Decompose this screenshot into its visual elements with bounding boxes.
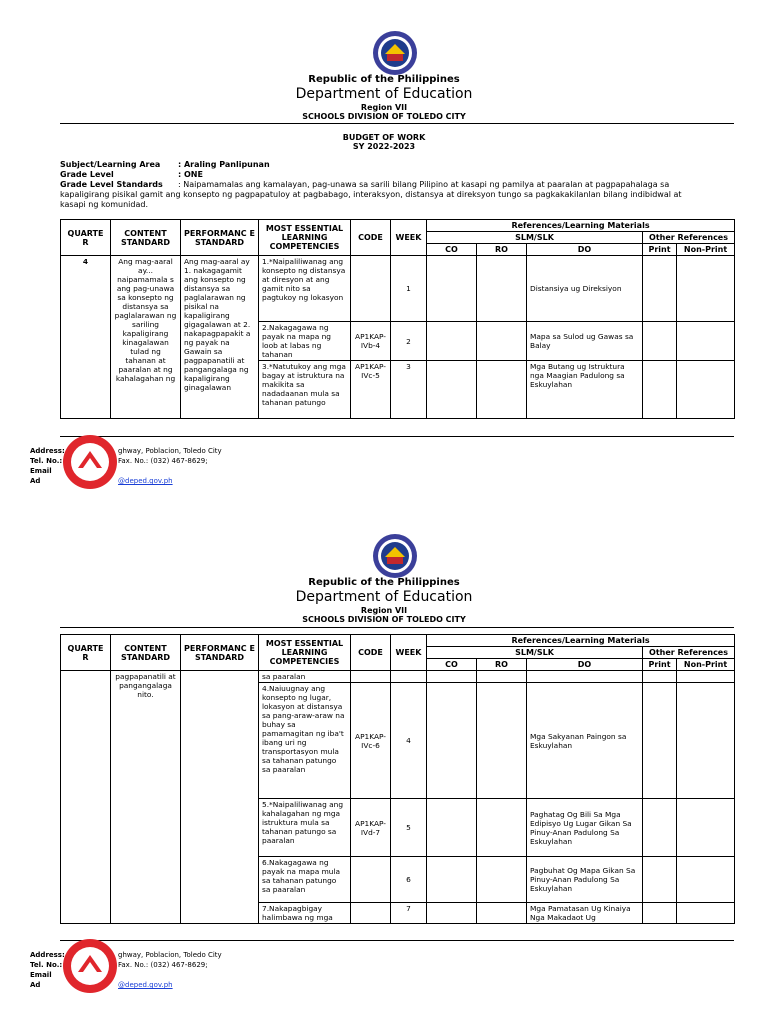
code-cell bbox=[351, 903, 391, 924]
deped-seal-icon bbox=[372, 533, 418, 579]
week-cell: 5 bbox=[391, 799, 427, 857]
melc-cell: 4.Naiuugnay ang konsepto ng lugar, lokasyon at distansya sa pang-araw-araw na buhay sa pamamagitan ng iba't ibang uri ng transportasyon mula sa tahanan patungo sa paaralan bbox=[259, 683, 351, 799]
subject-label: Subject/Learning Area bbox=[60, 160, 161, 169]
col-do: DO bbox=[527, 659, 643, 671]
tel-value: Fax. No.: (032) 467-8629; bbox=[118, 457, 208, 465]
nonprint-cell bbox=[677, 361, 735, 419]
code-cell: AP1KAP-IVc-6 bbox=[351, 683, 391, 799]
col-ro: RO bbox=[477, 659, 527, 671]
print-cell bbox=[643, 799, 677, 857]
co-cell bbox=[427, 361, 477, 419]
melc-cell: 6.Nakagagawa ng payak na mapa mula sa tahanan patungo sa paaralan bbox=[259, 857, 351, 903]
subject-value: : Araling Panlipunan bbox=[178, 160, 270, 169]
code-cell: AP1KAP-IVd-7 bbox=[351, 799, 391, 857]
print-cell bbox=[643, 361, 677, 419]
print-cell bbox=[643, 683, 677, 799]
week-cell: 1 bbox=[391, 256, 427, 322]
nonprint-cell bbox=[677, 322, 735, 361]
col-ro: RO bbox=[477, 244, 527, 256]
email-link[interactable]: @deped.gov.ph bbox=[118, 981, 173, 989]
melc-cell: 1.*Naipaliliwanag ang konsepto ng distansya at diresyon at ang gamit nito sa pagtukoy ng lokasyon bbox=[259, 256, 351, 322]
tel-label: Tel. No.: bbox=[30, 457, 63, 465]
content-standard-cell: pagpapanatili at pangangalaga nito. bbox=[111, 671, 181, 924]
print-cell bbox=[643, 671, 677, 683]
header-divider bbox=[60, 627, 734, 628]
nonprint-cell bbox=[677, 799, 735, 857]
republic-line: Republic of the Philippines bbox=[308, 74, 460, 85]
col-performance-standard: PERFORMANC E STANDARD bbox=[181, 220, 259, 256]
week-cell: 2 bbox=[391, 322, 427, 361]
co-cell bbox=[427, 671, 477, 683]
code-cell: AP1KAP-IVb-4 bbox=[351, 322, 391, 361]
melc-cell: 7.Nakapagbigay halimbawa ng mga bbox=[259, 903, 351, 924]
doc-title: BUDGET OF WORK bbox=[342, 133, 426, 142]
ro-cell bbox=[477, 903, 527, 924]
col-nonprint: Non-Print bbox=[677, 659, 735, 671]
week-cell: 3 bbox=[391, 361, 427, 419]
nonprint-cell bbox=[677, 683, 735, 799]
print-cell bbox=[643, 322, 677, 361]
co-cell bbox=[427, 799, 477, 857]
footer-divider bbox=[60, 436, 734, 437]
budget-table-page2 bbox=[60, 634, 735, 924]
email-link[interactable]: @deped.gov.ph bbox=[118, 477, 173, 485]
week-cell: 6 bbox=[391, 857, 427, 903]
week-cell bbox=[391, 671, 427, 683]
grade-row bbox=[60, 170, 203, 179]
deped-seal-icon bbox=[372, 30, 418, 76]
ro-cell bbox=[477, 799, 527, 857]
co-cell bbox=[427, 256, 477, 322]
header-divider bbox=[60, 123, 734, 124]
subject-row bbox=[60, 160, 270, 169]
do-cell: Distansiya ug Direksiyon bbox=[527, 256, 643, 322]
col-other-references: Other References bbox=[643, 647, 735, 659]
print-cell bbox=[643, 256, 677, 322]
table-row bbox=[61, 671, 735, 683]
department-title: Department of Education bbox=[295, 589, 473, 605]
quarter-cell: 4 bbox=[61, 256, 111, 419]
do-cell: Mga Butang ug Istruktura nga Maagian Padulong sa Eskuylahan bbox=[527, 361, 643, 419]
ro-cell bbox=[477, 256, 527, 322]
region-line: Region VII bbox=[360, 103, 408, 112]
ro-cell bbox=[477, 683, 527, 799]
code-cell bbox=[351, 857, 391, 903]
address-label: Address: bbox=[30, 447, 65, 455]
region-line: Region VII bbox=[360, 606, 408, 615]
ro-cell bbox=[477, 671, 527, 683]
col-references: References/Learning Materials bbox=[427, 220, 735, 232]
do-cell bbox=[527, 671, 643, 683]
do-cell: Mga Sakyanan Paingon sa Eskuylahan bbox=[527, 683, 643, 799]
co-cell bbox=[427, 683, 477, 799]
melc-cell: sa paaralan bbox=[259, 671, 351, 683]
col-slm: SLM/SLK bbox=[427, 647, 643, 659]
performance-standard-cell: Ang mag-aaral ay 1. nakagagamit ang konsepto ng distansya sa paglalarawan ng pisikal na kapaligirang gigagalawan at 2. nakapagpapakit a ng payak na Gawain sa pagpapanatili at pangangalaga ng kapaligirang ginagalawan bbox=[181, 256, 259, 419]
grade-value: : ONE bbox=[178, 170, 203, 179]
footer-address bbox=[30, 446, 222, 486]
code-cell bbox=[351, 256, 391, 322]
col-co: CO bbox=[427, 659, 477, 671]
col-performance-standard: PERFORMANC E STANDARD bbox=[181, 635, 259, 671]
co-cell bbox=[427, 322, 477, 361]
quarter-cell bbox=[61, 671, 111, 924]
col-melc: MOST ESSENTIAL LEARNING COMPETENCIES bbox=[259, 220, 351, 256]
ro-cell bbox=[477, 361, 527, 419]
co-cell bbox=[427, 857, 477, 903]
co-cell bbox=[427, 903, 477, 924]
col-melc: MOST ESSENTIAL LEARNING COMPETENCIES bbox=[259, 635, 351, 671]
performance-standard-cell bbox=[181, 671, 259, 924]
standards-value: : Naipamamalas ang kamalayan, pag-unawa sa sarili bilang Pilipino at kasapi ng pamilya at paaralan at pagpapahalaga sa kapaligirang pisikal gamit ang konsepto ng pagpapatuloy at pagbabago, interaksyon, distansya at direksyon tungo sa pagkakakilanlan bilang indibidwal at kasapi ng komunidad. bbox=[60, 180, 682, 209]
code-cell: AP1KAP-IVc-5 bbox=[351, 361, 391, 419]
email-label: Email Ad bbox=[30, 971, 52, 989]
division-line: SCHOOLS DIVISION OF TOLEDO CITY bbox=[302, 112, 466, 121]
department-title: Department of Education bbox=[295, 86, 473, 102]
nonprint-cell bbox=[677, 256, 735, 322]
col-content-standard: CONTENT STANDARD bbox=[111, 220, 181, 256]
grade-label: Grade Level bbox=[60, 170, 114, 179]
melc-cell: 5.*Naipaliliwanag ang kahalagahan ng mga istruktura mula sa tahanan patungo sa paaralan bbox=[259, 799, 351, 857]
content-standard-cell: Ang mag-aaral ay... naipamamala s ang pag-unawa sa konsepto ng distansya sa paglalarawan ng sariling kapaligirang kinagalawan tulad ng tahanan at paaralan at ng kahalagahan ng bbox=[111, 256, 181, 419]
do-cell: Mapa sa Sulod ug Gawas sa Balay bbox=[527, 322, 643, 361]
col-code: CODE bbox=[351, 220, 391, 256]
email-label: Email Ad bbox=[30, 467, 52, 485]
col-do: DO bbox=[527, 244, 643, 256]
nonprint-cell bbox=[677, 903, 735, 924]
tel-value: Fax. No.: (032) 467-8629; bbox=[118, 961, 208, 969]
col-quarter: QUARTE R bbox=[61, 220, 111, 256]
table-row bbox=[61, 256, 735, 322]
republic-line: Republic of the Philippines bbox=[308, 577, 460, 588]
code-cell bbox=[351, 671, 391, 683]
col-slm: SLM/SLK bbox=[427, 232, 643, 244]
address-value: ghway, Poblacion, Toledo City bbox=[118, 447, 222, 455]
col-other-references: Other References bbox=[643, 232, 735, 244]
col-co: CO bbox=[427, 244, 477, 256]
col-nonprint: Non-Print bbox=[677, 244, 735, 256]
nonprint-cell bbox=[677, 857, 735, 903]
print-cell bbox=[643, 857, 677, 903]
col-week: WEEK bbox=[391, 635, 427, 671]
col-print: Print bbox=[643, 659, 677, 671]
print-cell bbox=[643, 903, 677, 924]
footer-address bbox=[30, 950, 222, 990]
col-references: References/Learning Materials bbox=[427, 635, 735, 647]
budget-table-page1 bbox=[60, 219, 735, 419]
division-line: SCHOOLS DIVISION OF TOLEDO CITY bbox=[302, 615, 466, 624]
melc-cell: 2.Nakagagawa ng payak na mapa ng loob at labas ng tahanan bbox=[259, 322, 351, 361]
address-label: Address: bbox=[30, 951, 65, 959]
school-year: SY 2022-2023 bbox=[352, 142, 416, 151]
do-cell: Mga Pamatasan Ug Kinaiya Nga Makadaot Ug bbox=[527, 903, 643, 924]
col-code: CODE bbox=[351, 635, 391, 671]
col-print: Print bbox=[643, 244, 677, 256]
week-cell: 4 bbox=[391, 683, 427, 799]
standards-row bbox=[60, 180, 700, 210]
ro-cell bbox=[477, 322, 527, 361]
col-quarter: QUARTE R bbox=[61, 635, 111, 671]
address-value: ghway, Poblacion, Toledo City bbox=[118, 951, 222, 959]
do-cell: Pagbuhat Og Mapa Gikan Sa Pinuy-Anan Padulong Sa Eskuylahan bbox=[527, 857, 643, 903]
melc-cell: 3.*Natutukoy ang mga bagay at istruktura na makikita sa nadadaanan mula sa tahanan patungo bbox=[259, 361, 351, 419]
col-content-standard: CONTENT STANDARD bbox=[111, 635, 181, 671]
week-cell: 7 bbox=[391, 903, 427, 924]
footer-divider bbox=[60, 940, 734, 941]
nonprint-cell bbox=[677, 671, 735, 683]
do-cell: Paghatag Og Bili Sa Mga Edipisyo Ug Lugar Gikan Sa Pinuy-Anan Padulong Sa Eskuylahan bbox=[527, 799, 643, 857]
tel-label: Tel. No.: bbox=[30, 961, 63, 969]
col-week: WEEK bbox=[391, 220, 427, 256]
standards-label: Grade Level Standards bbox=[60, 180, 163, 189]
ro-cell bbox=[477, 857, 527, 903]
